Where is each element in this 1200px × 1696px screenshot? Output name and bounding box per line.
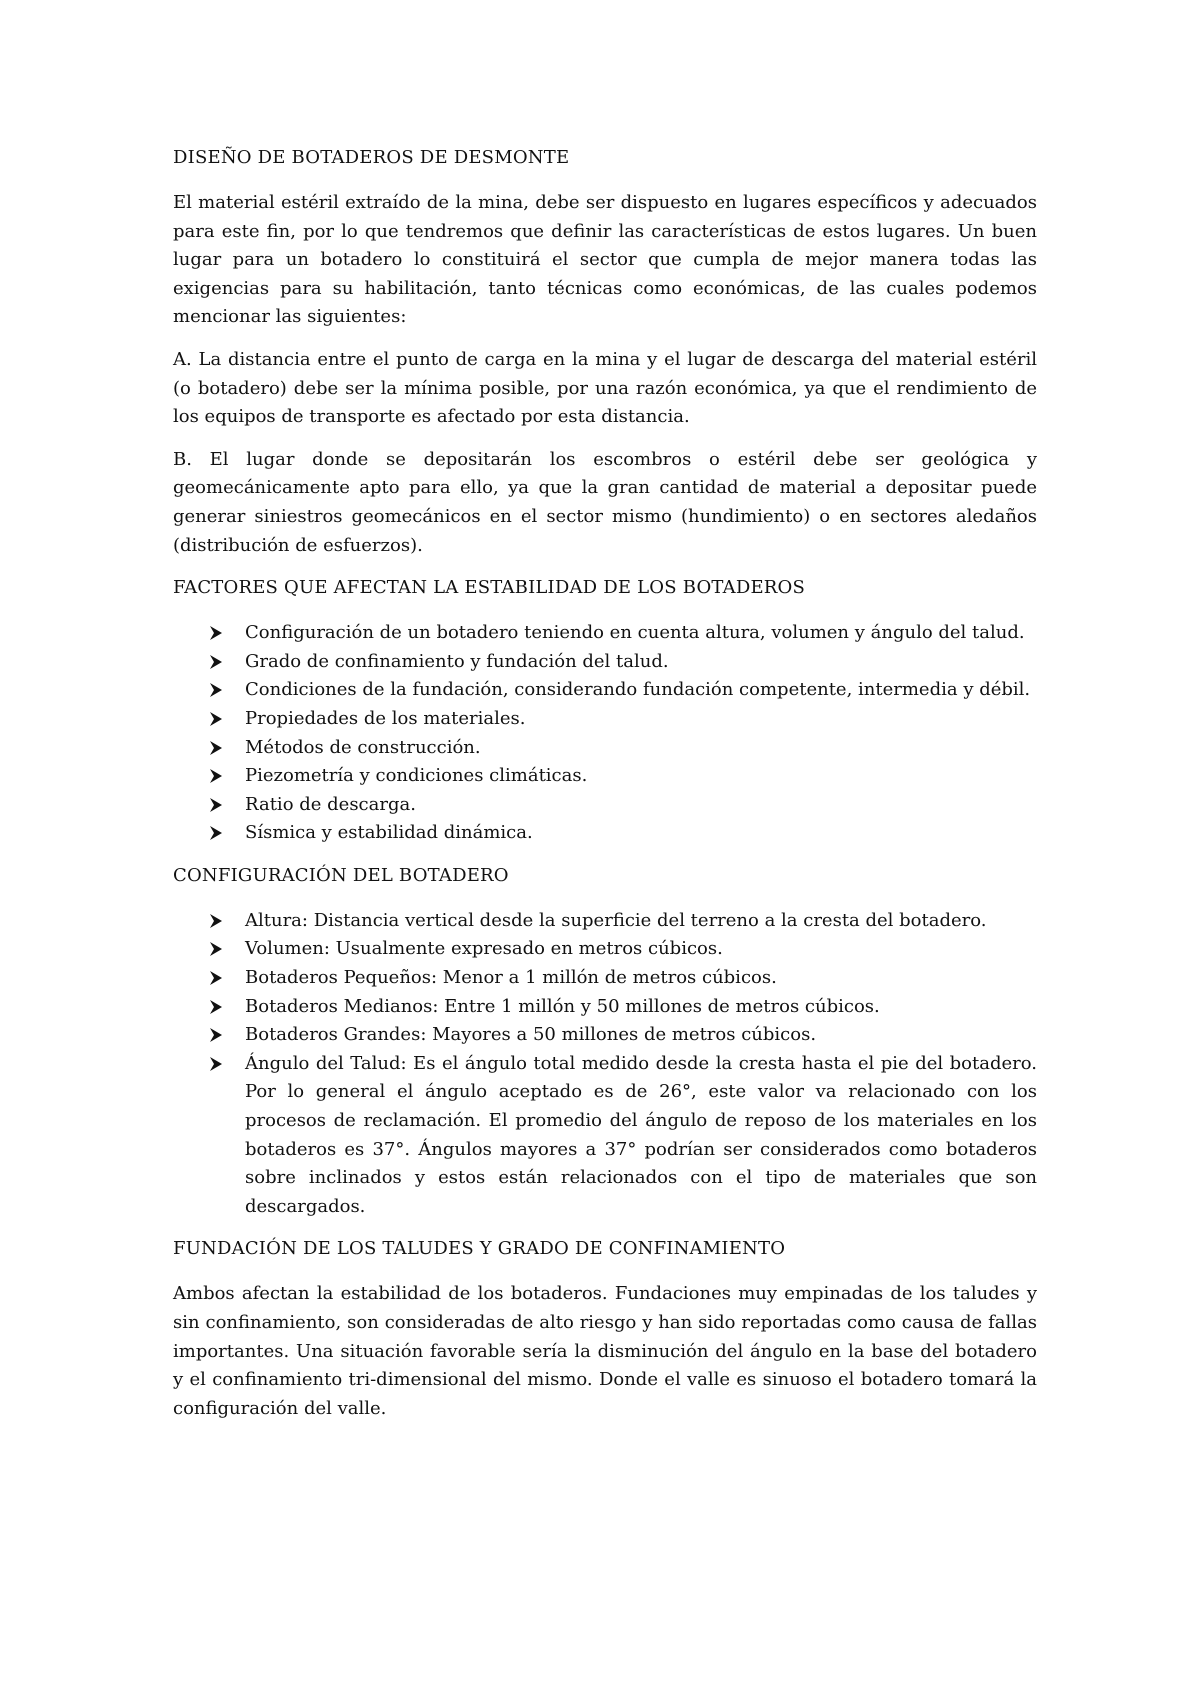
list-item-text: Condiciones de la fundación, considerando fundación competente, intermedia y débil. — [245, 679, 1031, 701]
list-item-text: Botaderos Medianos: Entre 1 millón y 50 millones de metros cúbicos. — [245, 995, 880, 1017]
factors-heading: FACTORES QUE AFECTAN LA ESTABILIDAD DE LOS BOTADEROS — [173, 577, 806, 599]
arrow-bullet-icon — [209, 768, 223, 784]
arrow-bullet-icon — [209, 941, 223, 957]
arrow-bullet-icon — [209, 825, 223, 841]
arrow-bullet-icon — [209, 797, 223, 813]
arrow-bullet-icon — [209, 682, 223, 698]
list-item — [245, 964, 1037, 993]
intro-paragraph: El material estéril extraído de la mina, debe ser dispuesto en lugares específicos y adecuados para este fin, por lo que tendremos que definir las características de estos lugares. Un buen lugar para un botadero lo constituirá el sector que cumpla de mejor manera todas las exigencias para su habilitación, tanto técnicas como económicas, de las cuales podemos mencionar las siguientes: — [173, 192, 1037, 328]
arrow-bullet-icon — [209, 654, 223, 670]
list-item-text: Grado de confinamiento y fundación del talud. — [245, 650, 669, 672]
arrow-bullet-icon — [209, 913, 223, 929]
list-item — [245, 993, 1037, 1022]
arrow-bullet-icon — [209, 970, 223, 986]
document-title: DISEÑO DE BOTADEROS DE DESMONTE — [173, 147, 570, 168]
point-b-paragraph: B. El lugar donde se depositarán los escombros o estéril debe ser geológica y geomecánicamente apto para ello, ya que la gran cantidad de material a depositar puede generar siniestros geomecánicos en el sector mismo (hundimiento) o en sectores aledaños (distribución de esfuerzos). — [173, 448, 1037, 556]
list-item-text: Ratio de descarga. — [245, 793, 416, 815]
arrow-bullet-icon — [209, 999, 223, 1015]
point-a-paragraph: A. La distancia entre el punto de carga en la mina y el lugar de descarga del material estéril (o botadero) debe ser la mínima posible, por una razón económica, ya que el rendimiento de los equipos de transporte es afectado por esta distancia. — [173, 348, 1037, 428]
arrow-bullet-icon — [209, 711, 223, 727]
foundation-heading: FUNDACIÓN DE LOS TALUDES Y GRADO DE CONFINAMIENTO — [173, 1238, 786, 1260]
factors-list — [173, 619, 1037, 848]
configuration-list — [173, 907, 1037, 1222]
list-item — [245, 935, 1037, 964]
list-item — [245, 907, 1037, 936]
arrow-bullet-icon — [209, 625, 223, 641]
list-item — [245, 1021, 1037, 1050]
list-item — [245, 705, 1037, 734]
list-item — [245, 648, 1037, 677]
list-item-text: Piezometría y condiciones climáticas. — [245, 765, 588, 787]
list-item-text: Botaderos Grandes: Mayores a 50 millones de metros cúbicos. — [245, 1024, 817, 1046]
list-item — [245, 762, 1037, 791]
arrow-bullet-icon — [209, 1027, 223, 1043]
list-item — [245, 1050, 1037, 1222]
list-item — [245, 791, 1037, 820]
configuration-heading: CONFIGURACIÓN DEL BOTADERO — [173, 864, 509, 886]
list-item — [245, 619, 1037, 648]
arrow-bullet-icon — [209, 740, 223, 756]
list-item-text: Propiedades de los materiales. — [245, 707, 526, 729]
list-item — [245, 676, 1037, 705]
list-item-text: Ángulo del Talud: Es el ángulo total medido desde la cresta hasta el pie del botadero. Por lo general el ángulo aceptado es de 26°, este valor va relacionado con los procesos de reclamación. El promedio del ángulo de reposo de los materiales en los botaderos es 37°. Ángulos mayores a 37° podrían ser considerados como botaderos sobre inclinados y estos están relacionados con el tipo de materiales que son descargados. — [245, 1052, 1037, 1217]
list-item-text: Configuración de un botadero teniendo en cuenta altura, volumen y ángulo del talud. — [245, 622, 1025, 644]
list-item-text: Botaderos Pequeños: Menor a 1 millón de metros cúbicos. — [245, 967, 777, 989]
list-item-text: Volumen: Usualmente expresado en metros cúbicos. — [245, 938, 723, 960]
list-item-text: Altura: Distancia vertical desde la superficie del terreno a la cresta del botadero. — [245, 909, 987, 931]
list-item-text: Métodos de construcción. — [245, 736, 481, 758]
list-item — [245, 734, 1037, 763]
arrow-bullet-icon — [209, 1056, 223, 1072]
list-item — [245, 819, 1037, 848]
list-item-text: Sísmica y estabilidad dinámica. — [245, 822, 533, 844]
foundation-paragraph: Ambos afectan la estabilidad de los botaderos. Fundaciones muy empinadas de los taludes y sin confinamiento, son consideradas de alto riesgo y han sido reportadas como causa de fallas importantes. Una situación favorable sería la disminución del ángulo en la base del botadero y el confinamiento tri-dimensional del mismo. Donde el valle es sinuoso el botadero tomará la configuración del valle. — [173, 1283, 1037, 1419]
